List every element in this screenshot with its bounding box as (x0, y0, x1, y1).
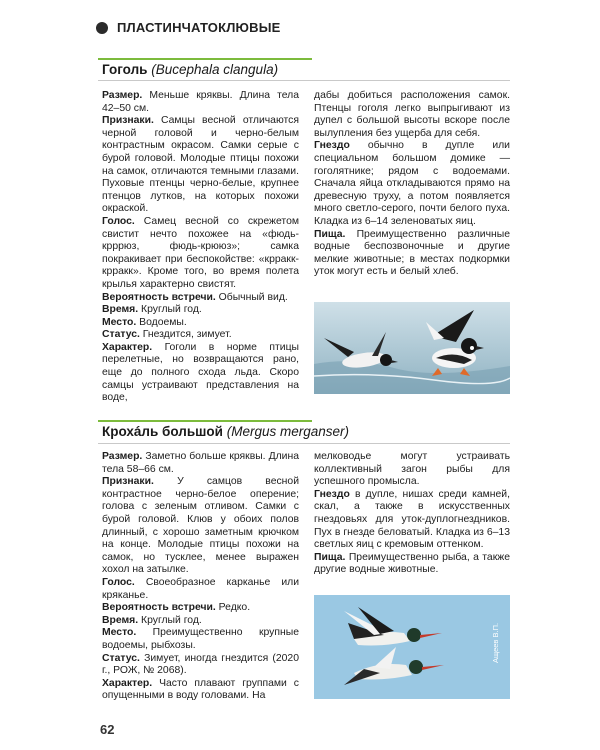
species-paragraph (314, 229, 510, 279)
field-text: Гнездится, зимует. (139, 329, 232, 341)
species-text-left (102, 451, 299, 703)
species-paragraph (314, 451, 510, 489)
field-label: Голос. (102, 215, 135, 227)
field-text: Заметно больше кряквы. Длина тела 58–66 см. (102, 451, 299, 475)
field-label: Размер. (102, 451, 143, 462)
species-paragraph (314, 140, 510, 228)
merganser-photo (314, 595, 510, 699)
field-text: Редко. (215, 602, 251, 614)
field-label: Признаки. (102, 476, 154, 488)
field-label: Пища. (314, 228, 346, 240)
field-label: Место. (102, 316, 137, 328)
field-label: Гнездо (314, 140, 350, 152)
field-label: Характер. (102, 341, 153, 353)
species-paragraph (102, 317, 299, 330)
entry-divider (98, 80, 510, 81)
field-label: Статус. (102, 652, 140, 664)
species-paragraph (102, 292, 299, 305)
field-label: Пища. (314, 551, 346, 563)
entry-divider (98, 443, 510, 444)
field-label: Вероятность встречи. (102, 602, 216, 614)
field-text: в дупле, нишах среди камней, скал, а также в искусственных гнездовьях для уток-дуплогнездников. Пух в гнезде беловатый. Кладка из 6–13 светлых яиц с кремовым оттенком. (314, 488, 510, 551)
species-paragraph (102, 90, 299, 115)
species-paragraph (102, 342, 299, 405)
species-paragraph (102, 304, 299, 317)
entry-accent-bar (98, 420, 312, 422)
field-label: Время. (102, 614, 139, 626)
species-paragraph (102, 476, 299, 577)
species-title (102, 62, 278, 77)
species-paragraph (102, 115, 299, 216)
field-text: Самцы весной отличаются черной головой и черно-белым контрастным окрасом. Самки серые с бурой головой. Молодые птицы похожи на самок, отличаются темными глазами. Пуховые птенцы черно-белые, крупнее птенцов лутков, на которых похожи окраской. (102, 115, 299, 215)
page-number: 62 (100, 722, 115, 737)
field-label: Голос. (102, 576, 135, 588)
field-text: Меньше кряквы. Длина тела 42–50 см. (102, 90, 299, 114)
species-paragraph (102, 602, 299, 615)
species-paragraph (102, 329, 299, 342)
species-latin: (Bucephala clangula) (151, 62, 279, 77)
field-text: мелководье могут устраивать коллективный загон рыбы для успешного промысла. (314, 451, 510, 488)
section-header (96, 20, 281, 35)
field-text: Водоемы. (136, 316, 187, 328)
field-text: обычно в дупле или специальном большом домике — гоголятнике; рядом с водоемами. Сначала яйца откладываются прямо на древесную труху, а потом появляется много светло-серого, почти белого пуха. Кладка из 6–14 зеленоватых яиц. (314, 140, 510, 227)
field-label: Статус. (102, 329, 140, 341)
field-text: У самцов весной контрастное черно-белое оперение; голова с зеленым отливом. Самки с бурой головой. Клюв у обоих полов длинный, с хорошо заметным крючком на конце. Молодые птицы похожи на самок, но тусклее, менее выражен хохол на затылке. (102, 476, 299, 576)
species-paragraph (102, 653, 299, 678)
field-text: Круглый год. (138, 304, 202, 316)
species-name: Гоголь (102, 62, 148, 77)
species-title (102, 424, 349, 439)
field-text: Круглый год. (138, 614, 202, 626)
field-text: Обычный вид. (215, 291, 288, 303)
species-name: Крохáль большой (102, 424, 223, 439)
species-paragraph (102, 615, 299, 628)
species-paragraph (102, 577, 299, 602)
field-label: Размер. (102, 90, 143, 101)
field-label: Вероятность встречи. (102, 291, 216, 303)
species-latin: (Mergus merganser) (226, 424, 350, 439)
field-text: Своеобразное карканье или кряканье. (102, 576, 299, 601)
species-paragraph (102, 678, 299, 703)
bullet-icon (96, 22, 108, 34)
field-text: Самец весной со скрежетом свистит нечто похожее на «фюдь-крррюз, фюдь-крююз»; самка покракивает при беспокойстве: «крракк-крракк». Кроме того, во время полета крылья характерно свистят. (102, 215, 299, 290)
field-text: Часто плавают группами с опущенными в воду головами. На (102, 677, 299, 702)
entry-accent-bar (98, 58, 312, 60)
field-label: Характер. (102, 677, 153, 689)
field-text: Преимущественно различные водные беспозвоночные и другие мелкие животные; в местах подкормки уток могут есть и белый хлеб. (314, 228, 510, 278)
species-text-right (314, 451, 510, 577)
species-paragraph (102, 451, 299, 476)
field-text: дабы добиться расположения самок. Птенцы гоголя легко выпрыгивают из дупел с большой высоты вскоре после вылупления без ущерба для себя. (314, 90, 510, 139)
species-paragraph (102, 627, 299, 652)
field-text: Преимущественно крупные водоемы, рыбхозы. (102, 627, 299, 651)
field-text: Гоголи в норме птицы перелетные, но возвращаются рано, еще до полного схода льда. Скоро самцы устраивают представления на воде, (102, 341, 299, 404)
photo-credit: Ащеев В.П. (491, 622, 500, 663)
species-paragraph (314, 552, 510, 577)
goldeneye-photo (314, 302, 510, 394)
species-paragraph (314, 489, 510, 552)
species-text-right (314, 90, 510, 279)
field-label: Место. (102, 627, 137, 639)
field-label: Время. (102, 304, 139, 316)
field-label: Гнездо (314, 488, 350, 500)
field-text: Зимует, иногда гнездится (2020 г., РОЖ, № 2068). (102, 652, 299, 677)
species-paragraph (314, 90, 510, 140)
field-text: Преимущественно рыба, а также другие водные животные. (314, 551, 510, 576)
field-label: Признаки. (102, 115, 154, 127)
species-text-left (102, 90, 299, 405)
section-title: ПЛАСТИНЧАТОКЛЮВЫЕ (117, 20, 281, 35)
species-paragraph (102, 216, 299, 292)
